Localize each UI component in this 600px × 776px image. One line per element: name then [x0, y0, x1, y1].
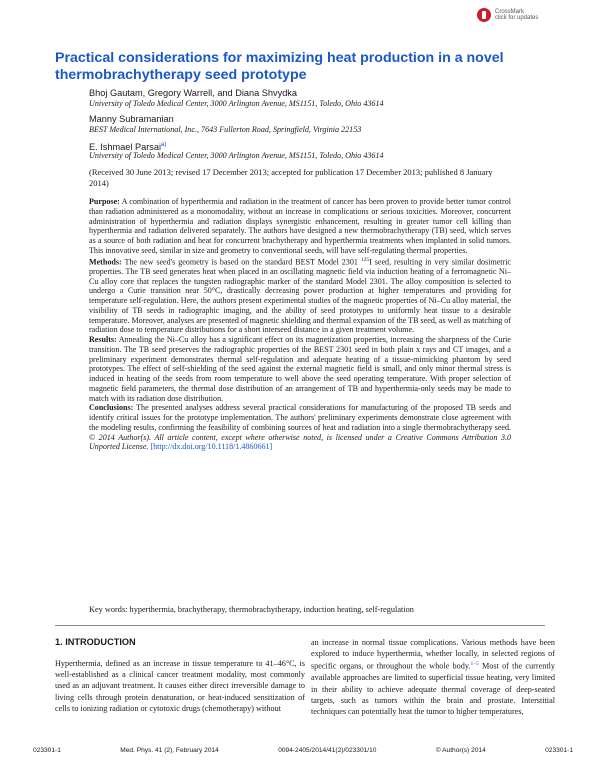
abstract-results	[89, 335, 511, 403]
crossmark-icon	[477, 8, 491, 22]
abstract-conclusions	[89, 403, 511, 452]
affiliation-3: University of Toledo Medical Center, 3000 Arlington Avenue, MS1151, Toledo, Ohio 43614	[89, 151, 384, 160]
footer-copyright: © Author(s) 2014	[435, 747, 486, 754]
citation-link[interactable]: 1–5	[470, 661, 479, 668]
keywords: Key words: hyperthermia, brachytherapy, thermobrachytherapy, induction heating, self-regulation	[89, 605, 414, 614]
results-label: Results:	[89, 335, 117, 345]
abstract-methods	[89, 256, 511, 336]
affiliation-1: University of Toledo Medical Center, 3000 Arlington Avenue, MS1151, Toledo, Ohio 43614	[89, 99, 384, 108]
methods-text-b: I seed, resulting in very similar dosimetric properties. The TB seed generates heat when placed in an oscillating magnetic field via induction heating of a ferromagnetic Ni–Cu alloy core that replaces the tungsten radiographic marker of the standard Model 2301. The alloy composition is selected to undergo a Curie transition near 50°C, drastically decreasing power production at higher temperatures and providing for temperature self-regulation. Here, the authors present experimental studies of the magnetic properties of Ni–Cu alloy material, the visibility of TB seeds in radiographic imaging, and the ability of seed prototypes to uniformly heat tissue to a desirable temperature. Moreover, analyses are presented of magnetic shielding and thermal expansion of the TB seed, as well as matching of radiation dose to temperature distributions for a short interseed distance in a given treatment volume.	[89, 257, 511, 335]
affiliation-2: BEST Medical International, Inc., 7643 Fullerton Road, Springfield, Virginia 22153	[89, 125, 362, 134]
results-text: Annealing the Ni–Cu alloy has a significant effect on its magnetization properties, increasing the sharpness of the Curie transition. The TB seed preserves the radiographic properties of the BEST 2301 seed in both plain x rays and CT images, and a preliminary experiment demonstrates thermal self-regulation and adequate heating of a tissue-mimicking phantom by seed prototypes. The effect of self-shielding of the seed against the external magnetic field is small, and only minor thermal stress is induced in heating of the seeds from room temperature to well above the seed operating temperature. With proper selection of magnetic field parameters, the thermal dose distribution of an arrangement of TB and hyperthermia-only seeds may be made to match with its radiation dose distribution.	[89, 335, 511, 403]
conclusions-label: Conclusions:	[89, 403, 134, 413]
intro-left-column: Hyperthermia, defined as an increase in tissue temperature to 41–46°C, is well-established as a clinical cancer treatment modality, most commonly used as an adjuvant treatment. It causes either direct irreversible damage to living cells through protein denaturation, or heat-induced sensitization of cells to ionizing radiation or cytotoxic drugs (chemotherapy) without	[55, 659, 305, 713]
footer-page-left: 023301-1	[33, 747, 61, 754]
license-text: © 2014 Author(s). All article content, except where otherwise noted, is licensed under a Creative Commons Attribution 3.0 Unported License.	[89, 432, 511, 452]
intro-right-column	[311, 637, 555, 717]
abstract	[89, 197, 511, 452]
section-heading: 1. INTRODUCTION	[55, 637, 136, 647]
crossmark-sublabel: click for updates	[495, 15, 539, 21]
purpose-label: Purpose:	[89, 197, 120, 206]
section-divider	[55, 625, 545, 626]
page-footer	[33, 747, 573, 754]
footer-issn: 0094-2405/2014/41(2)/023301/10	[278, 747, 377, 754]
author-footnote-link[interactable]: a)	[161, 142, 167, 148]
article-title: Practical considerations for maximizing heat production in a novel thermobrachytherapy seed prototype	[55, 50, 504, 83]
intro-right-text-b: Most of the currently available approaches are limited to superficial tissue heating, very limited in their ability to achieve adequate thermal coverage of deep-seated targets, such as tumors within the brain and prostate. Interstitial techniques can potentially heat the tumor to higher temperatures,	[311, 662, 555, 716]
intro-right-text-a: an increase in normal tissue complications. Various methods have been explored to induce hyperthermia, whether locally, in selected regions of specific organs, or throughout the whole body.	[311, 638, 555, 672]
purpose-text: A combination of hyperthermia and radiation in the treatment of cancer has been proven to provide better tumor control than radiation administered as a monomodality, without an increase in complications or serious toxicities. Moreover, concurrent administration of hyperthermia and radiation displays synergistic enhancement, resulting in greater tumor cell killing than hyperthermia and radiation delivered separately. The authors have designed a new thermobrachytherapy (TB) seed, which serves as a source of both radiation and heat for concurrent brachytherapy and hyperthermia treatments when implanted in solid tumors. This innovative seed, similar in size and geometry to conventional seeds, will have self-regulating thermal properties.	[89, 197, 511, 255]
abstract-purpose	[89, 197, 511, 256]
methods-label: Methods:	[89, 257, 122, 267]
footer-journal: Med. Phys. 41 (2), February 2014	[120, 747, 219, 754]
publication-dates: (Received 30 June 2013; revised 17 December 2013; accepted for publication 17 December 2013; published 8 January 2014)	[89, 167, 493, 188]
author-group-1: Bhoj Gautam, Gregory Warrell, and Diana Shvydka	[89, 88, 298, 98]
footer-page-right: 023301-1	[545, 747, 573, 754]
author-name-parsai: E. Ishmael Parsai	[89, 142, 161, 153]
isotope-superscript: 125	[360, 256, 370, 263]
crossmark-badge[interactable]	[477, 8, 538, 22]
conclusions-text: The presented analyses address several practical considerations for manufacturing of the proposed TB seeds and identify critical issues for the prototype implementation. The authors' preliminary experiments demonstrate close agreement with the modeling results, confirming the feasibility of combining sources of heat and radiation into a single thermobrachytherapy seed.	[89, 403, 512, 432]
author-group-2: Manny Subramanian	[89, 114, 174, 124]
methods-text-a: The new seed's geometry is based on the standard BEST Model 2301	[124, 257, 361, 267]
crossmark-label: CrossMark	[495, 8, 525, 15]
doi-link[interactable]: [http://dx.doi.org/10.1118/1.4860661]	[150, 442, 273, 452]
crossmark-text	[495, 9, 538, 22]
